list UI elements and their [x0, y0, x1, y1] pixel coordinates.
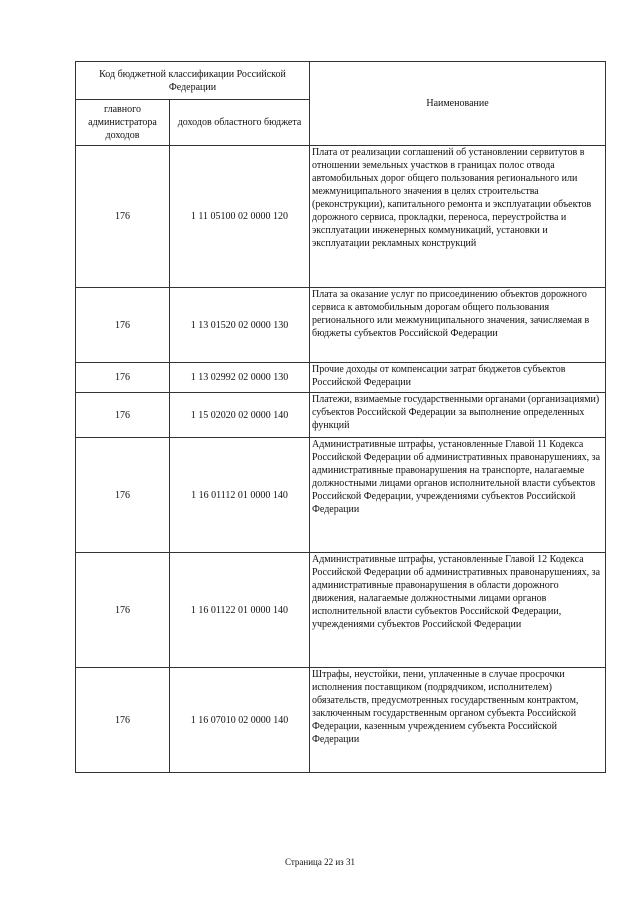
header-income: доходов областного бюджета — [170, 100, 310, 146]
table-row — [76, 438, 606, 553]
header-row-1 — [76, 62, 606, 100]
table-row — [76, 393, 606, 438]
cell-admin: 176 — [76, 668, 170, 773]
header-code-group: Код бюджетной классификации Российской Федерации — [76, 62, 310, 100]
budget-classification-table — [75, 61, 606, 773]
cell-code: 1 11 05100 02 0000 120 — [170, 146, 310, 288]
cell-admin: 176 — [76, 393, 170, 438]
cell-admin: 176 — [76, 288, 170, 363]
cell-admin: 176 — [76, 553, 170, 668]
cell-code: 1 16 07010 02 0000 140 — [170, 668, 310, 773]
cell-name: Административные штрафы, установленные Главой 12 Кодекса Российской Федерации об административных правонарушениях, за административные правонарушения в области дорожного движения, налагаемые должностными лицами органов исполнительной власти субъектов Российской Федерации, учреждениями субъектов Российской Федерации — [310, 553, 606, 668]
cell-code: 1 16 01112 01 0000 140 — [170, 438, 310, 553]
cell-code: 1 13 01520 02 0000 130 — [170, 288, 310, 363]
cell-admin: 176 — [76, 438, 170, 553]
cell-code: 1 16 01122 01 0000 140 — [170, 553, 310, 668]
cell-name: Прочие доходы от компенсации затрат бюджетов субъектов Российской Федерации — [310, 363, 606, 393]
table-row — [76, 668, 606, 773]
cell-code: 1 13 02992 02 0000 130 — [170, 363, 310, 393]
cell-name: Административные штрафы, установленные Главой 11 Кодекса Российской Федерации об административных правонарушениях, за административные правонарушения на транспорте, налагаемые должностными лицами органов исполнительной власти субъектов Российской Федерации, учреждениями субъектов Российской Федерации — [310, 438, 606, 553]
cell-code: 1 15 02020 02 0000 140 — [170, 393, 310, 438]
cell-admin: 176 — [76, 363, 170, 393]
table-row — [76, 553, 606, 668]
cell-name: Штрафы, неустойки, пени, уплаченные в случае просрочки исполнения поставщиком (подрядчиком, исполнителем) обязательств, предусмотренных государственным контрактом, заключенным государственным органом субъекта Российской Федерации, казенным учреждением субъекта Российской Федерации — [310, 668, 606, 773]
page-number: Страница 22 из 31 — [285, 857, 355, 867]
cell-name: Плата от реализации соглашений об установлении сервитутов в отношении земельных участков в границах полос отвода автомобильных дорог общего пользования регионального или межмуниципального значения в целях строительства (реконструкции), капитального ремонта и эксплуатации объектов дорожного сервиса, прокладки, переноса, переустройства и эксплуатации инженерных коммуникаций, установки и эксплуатации рекламных конструкций — [310, 146, 606, 288]
table-row — [76, 288, 606, 363]
cell-name: Платежи, взимаемые государственными органами (организациями) субъектов Российской Федерации за выполнение определенных функций — [310, 393, 606, 438]
header-name: Наименование — [310, 62, 606, 146]
cell-admin: 176 — [76, 146, 170, 288]
cell-name: Плата за оказание услуг по присоединению объектов дорожного сервиса к автомобильным дорогам общего пользования регионального или межмуниципального значения, зачисляемая в бюджеты субъектов Российской Федерации — [310, 288, 606, 363]
header-admin: главного администратора доходов — [76, 100, 170, 146]
table-row — [76, 146, 606, 288]
table-row — [76, 363, 606, 393]
